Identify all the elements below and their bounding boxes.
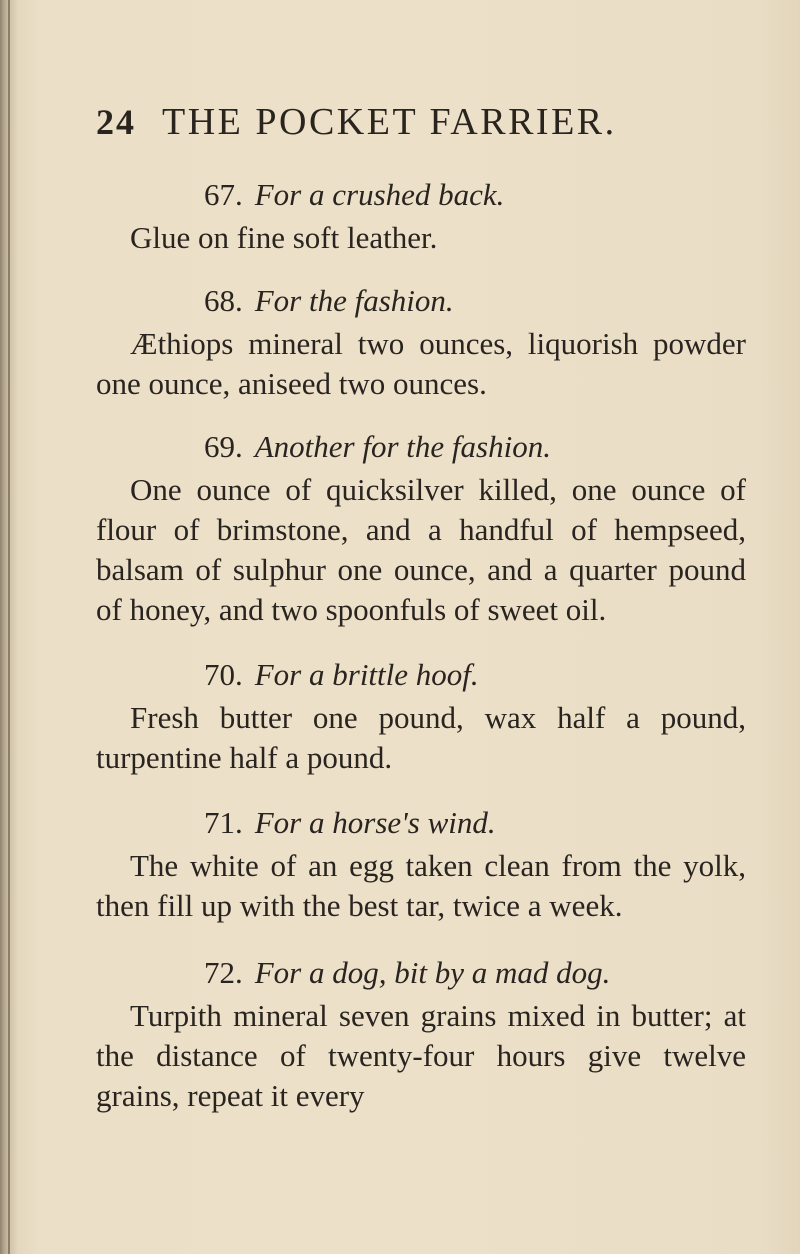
recipe-number: 72.: [204, 955, 243, 990]
recipe-entry-71: [96, 800, 746, 926]
recipe-heading: [96, 800, 746, 846]
page-binding-edge: [8, 0, 10, 1254]
recipe-number: 68.: [204, 283, 243, 318]
page-number: 24: [96, 102, 136, 142]
recipe-number: 69.: [204, 429, 243, 464]
recipe-entry-68: [96, 278, 746, 404]
recipe-heading: [96, 652, 746, 698]
recipe-title: For a brittle hoof.: [254, 657, 479, 692]
recipe-body: Æthiops mineral two ounces, liquorish powder one ounce, aniseed two ounces.: [96, 326, 746, 401]
recipe-title: Another for the fashion.: [254, 429, 551, 464]
recipe-body: Turpith mineral seven grains mixed in butter; at the distance of twenty-four hours give twelve grains, repeat it every: [96, 998, 746, 1113]
recipe-number: 71.: [204, 805, 243, 840]
recipe-body: Fresh butter one pound, wax half a pound, turpentine half a pound.: [96, 700, 746, 775]
recipe-heading: [96, 424, 746, 470]
recipe-entry-69: [96, 424, 746, 630]
recipe-title: For a horse's wind.: [254, 805, 496, 840]
recipe-heading: [96, 278, 746, 324]
recipe-heading: [96, 172, 746, 218]
recipe-heading: [96, 950, 746, 996]
recipe-entry-70: [96, 652, 746, 778]
recipe-number: 70.: [204, 657, 243, 692]
recipe-body: Glue on fine soft leather.: [130, 220, 438, 255]
recipe-body: One ounce of quicksilver killed, one ounce of flour of brimstone, and a handful of hempseed, balsam of sulphur one ounce, and a quarter pound of honey, and two spoonfuls of sweet oil.: [96, 472, 746, 627]
recipe-title: For a crushed back.: [254, 177, 505, 212]
recipe-title: For a dog, bit by a mad dog.: [254, 955, 611, 990]
page-content: [96, 100, 746, 1116]
running-title: THE POCKET FARRIER.: [162, 101, 617, 143]
recipe-body: The white of an egg taken clean from the yolk, then fill up with the best tar, twice a week.: [96, 848, 746, 923]
recipe-entry-72: [96, 950, 746, 1116]
recipe-title: For the fashion.: [254, 283, 454, 318]
running-header: [96, 100, 746, 158]
recipe-entry-67: [96, 172, 746, 258]
recipe-number: 67.: [204, 177, 243, 212]
